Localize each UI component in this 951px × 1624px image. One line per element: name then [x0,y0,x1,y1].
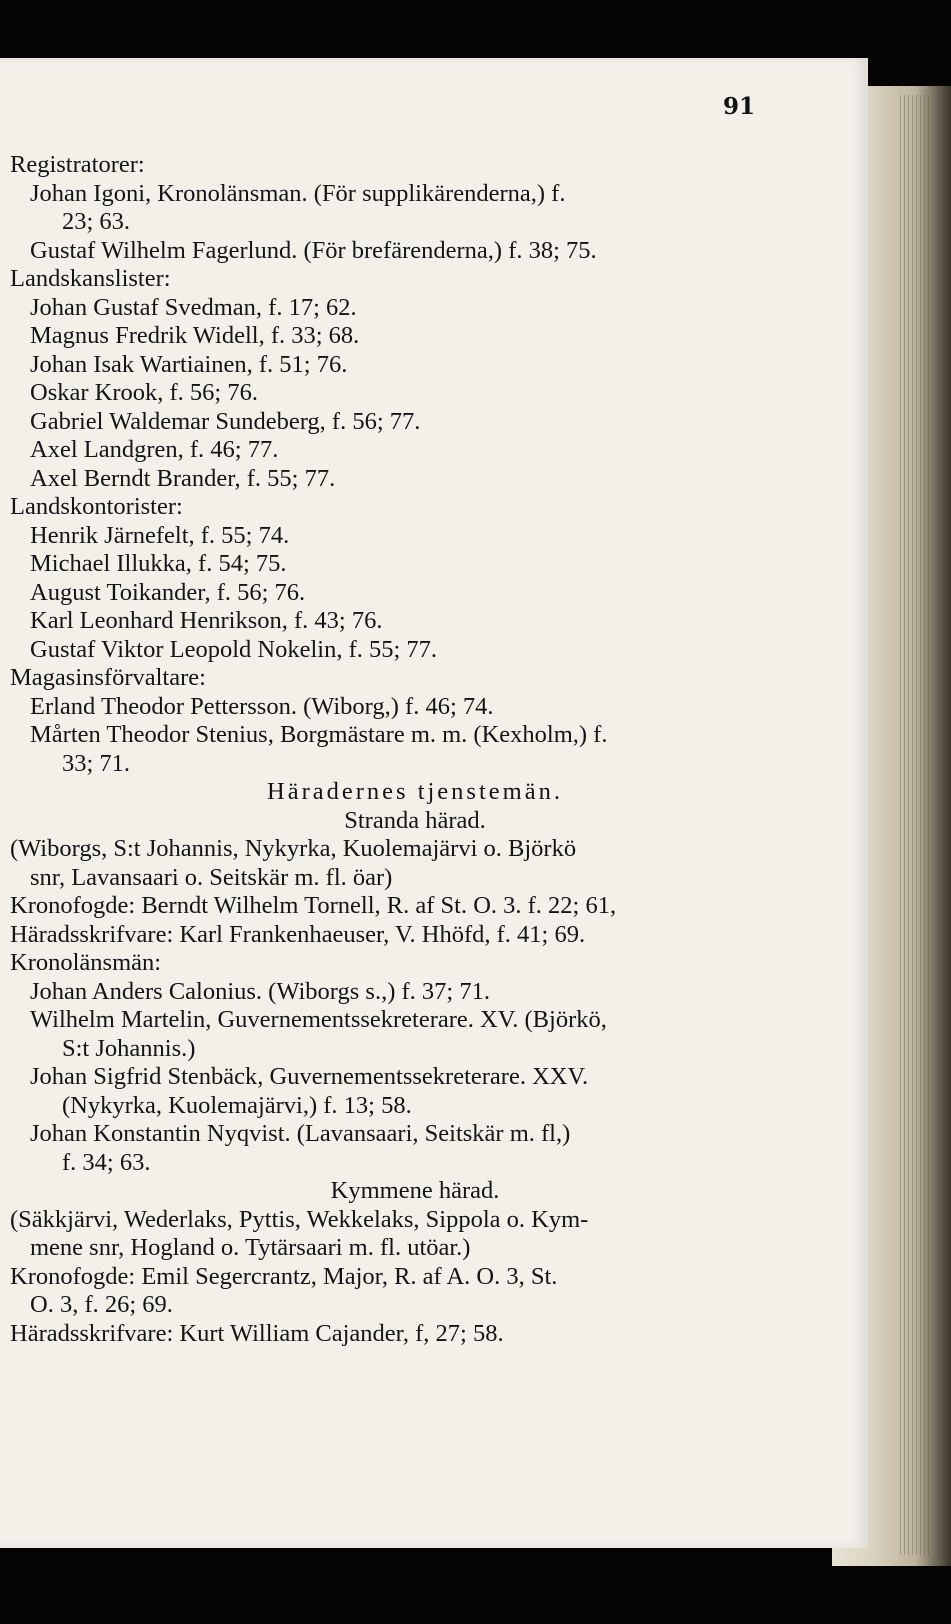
text-line: Kronofogde: Emil Segercrantz, Major, R. af A. O. 3, St. [10,1262,558,1290]
text-line: Mårten Theodor Stenius, Borgmästare m. m. (Kexholm,) f. [30,721,608,748]
text-line: Johan Anders Calonius. (Wiborgs s.,) f. 37; 71. [30,977,490,1005]
page-edge-lines [900,95,930,1555]
text-line: Stranda härad. [344,806,486,834]
text-line: Oskar Krook, f. 56; 76. [30,379,258,406]
text-line: Michael Illukka, f. 54; 75. [30,550,287,577]
text-line: f. 34; 63. [62,1148,151,1176]
text-line: Gabriel Waldemar Sundeberg, f. 56; 77. [30,407,421,435]
text-line: Magasinsförvaltare: [10,664,206,691]
text-line: Gustaf Viktor Leopold Nokelin, f. 55; 77. [30,635,438,663]
text-line: Gustaf Wilhelm Fagerlund. (För brefärenderna,) f. 38; 75. [30,236,597,264]
text-line: Landskontorister: [10,493,183,520]
text-line: Kronofogde: Berndt Wilhelm Tornell, R. af St. O. 3. f. 22; 61, [10,892,617,919]
text-line: 33; 71. [62,749,131,777]
text-line: Johan Igoni, Kronolänsman. (För supplikärenderna,) f. [30,179,566,207]
text-line: Axel Berndt Brander, f. 55; 77. [30,464,336,492]
text-line: Registratorer: [10,151,145,178]
text-line: Kronolänsmän: [10,949,162,976]
text-line: Häradernes tjenstemän. [267,778,563,805]
text-line: mene snr, Hogland o. Tytärsaari m. fl. utöar.) [30,1234,471,1261]
text-line: Magnus Fredrik Widell, f. 33; 68. [30,322,360,349]
text-line: Karl Leonhard Henrikson, f. 43; 76. [30,607,383,634]
text-line: (Wiborgs, S:t Johannis, Nykyrka, Kuolemajärvi o. Björkö [10,835,577,862]
page-number: 91 [723,93,756,120]
text-line: Erland Theodor Pettersson. (Wiborg,) f. 46; 74. [30,692,494,720]
text-line: S:t Johannis.) [62,1034,196,1062]
text-line: Wilhelm Martelin, Guvernementssekreterare. XV. (Björkö, [30,1006,607,1033]
text-line: (Nykyrka, Kuolemajärvi,) f. 13; 58. [62,1091,412,1119]
text-line: Landskanslister: [10,265,171,292]
text-line: Henrik Järnefelt, f. 55; 74. [30,521,290,549]
text-line: (Säkkjärvi, Wederlaks, Pyttis, Wekkelaks, Sippola o. Kym- [10,1205,589,1233]
text-line: Johan Sigfrid Stenbäck, Guvernementssekreterare. XXV. [30,1063,589,1090]
text-line: August Toikander, f. 56; 76. [30,578,306,606]
text-line: O. 3, f. 26; 69. [30,1291,173,1318]
text-line: Johan Isak Wartiainen, f. 51; 76. [30,350,348,378]
text-line: Johan Konstantin Nyqvist. (Lavansaari, Seitskär m. fl,) [30,1120,571,1147]
page-text [0,151,830,1348]
text-line: Axel Landgren, f. 46; 77. [30,436,279,463]
text-line: 23; 63. [62,208,131,235]
text-line: Johan Gustaf Svedman, f. 17; 62. [30,293,357,321]
text-line: snr, Lavansaari o. Seitskär m. fl. öar) [30,863,393,891]
text-line: Häradsskrifvare: Karl Frankenhaeuser, V. Hhöfd, f. 41; 69. [10,920,586,948]
text-line: Häradsskrifvare: Kurt William Cajander, f, 27; 58. [10,1319,504,1347]
text-line: Kymmene härad. [330,1177,500,1204]
